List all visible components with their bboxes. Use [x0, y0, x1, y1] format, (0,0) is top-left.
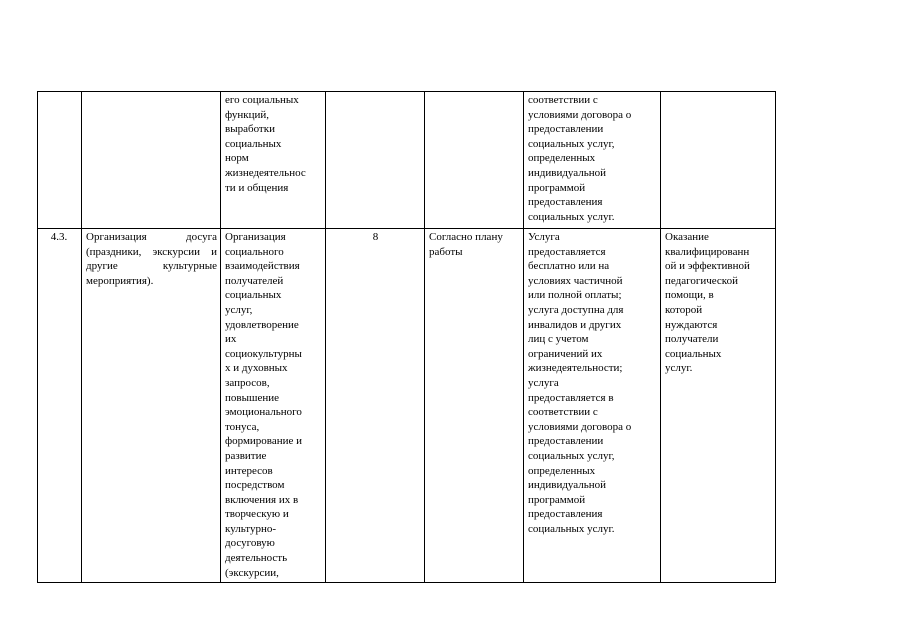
table-row [38, 92, 776, 229]
volume-cell: 8 [326, 229, 425, 583]
service-content-cell: его социальных функций, выработки социальных норм жизнедеятельнос ти и общения [221, 92, 326, 229]
period-cell [425, 92, 524, 229]
indicators-cell [661, 92, 776, 229]
services-table [37, 91, 776, 583]
row-number [38, 92, 82, 229]
service-content-cell: Организация социального взаимодействия получателей социальных услуг, удовлетворение их социокультурны х и духовных запросов, повышение эмоционального тонуса, формирование и развитие интересов посредством включения их в творческую и культурно- досуговую деятельность (экскурсии, [221, 229, 326, 583]
indicators-cell: Оказание квалифицированн ой и эффективной педагогической помощи, в которой нуждаются получатели социальных услуг. [661, 229, 776, 583]
service-name-cell: Организация досуга (праздники, экскурсии и другие культурные мероприятия). [82, 229, 221, 583]
service-name-cell [82, 92, 221, 229]
period-cell: Согласно плану работы [425, 229, 524, 583]
table-row [38, 229, 776, 583]
conditions-cell: Услуга предоставляется бесплатно или на условиях частичной или полной оплаты; услуга доступна для инвалидов и других лиц с учетом ограничений их жизнедеятельности; услуга предоставляется в соответствии с условиями договора о предоставлении социальных услуг, определенных индивидуальной программой предоставления социальных услуг. [524, 229, 661, 583]
conditions-cell: соответствии с условиями договора о предоставлении социальных услуг, определенных индивидуальной программой предоставления социальных услуг. [524, 92, 661, 229]
volume-cell [326, 92, 425, 229]
row-number: 4.3. [38, 229, 82, 583]
